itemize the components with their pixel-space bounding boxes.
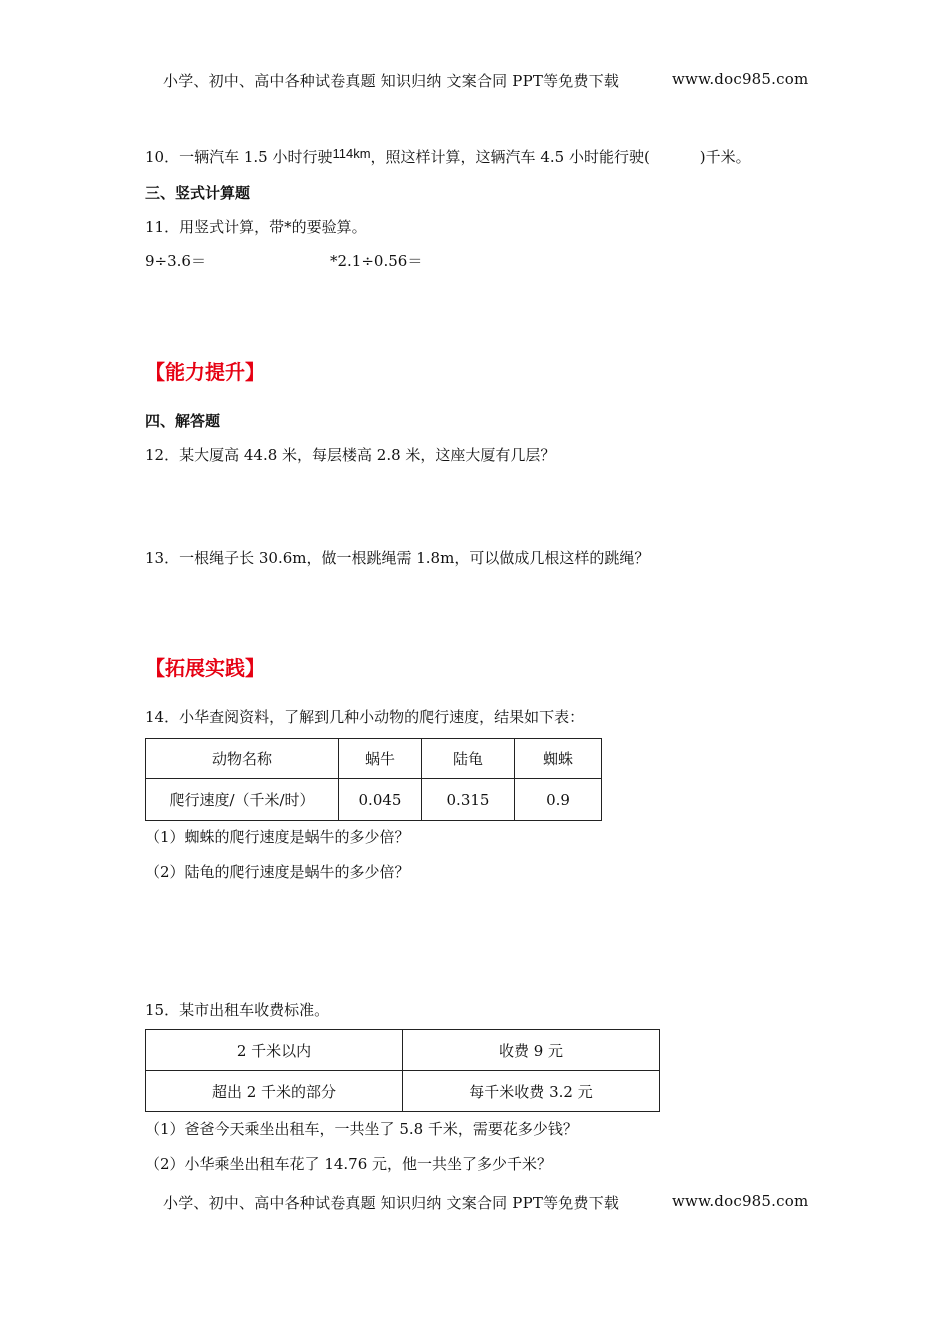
table-cell: 每千米收费 3.2 元 bbox=[403, 1071, 660, 1112]
table-header-cell: 蜘蛛 bbox=[515, 739, 602, 779]
section-3-title: 三、竖式计算题 bbox=[145, 184, 251, 202]
q10-part3: )千米。 bbox=[699, 148, 751, 166]
question-12: 12．某大厦高 44.8 米，每层楼高 2.8 米，这座大厦有几层？ bbox=[145, 446, 556, 464]
question-11: 11．用竖式计算，带*的要验算。 bbox=[145, 218, 367, 236]
q10-unit: 114km bbox=[332, 146, 371, 161]
taxi-fare-table bbox=[145, 1029, 660, 1112]
q10-part1: 10．一辆汽车 1.5 小时行驶 bbox=[145, 148, 333, 166]
banner-ability-improvement: 【能力提升】 bbox=[145, 360, 265, 384]
speed-table bbox=[145, 738, 602, 821]
page-footer bbox=[163, 1192, 619, 1213]
section-4-title: 四、解答题 bbox=[145, 412, 221, 430]
q15-sub-1: （1）爸爸今天乘坐出租车，一共坐了 5.8 千米，需要花多少钱？ bbox=[145, 1120, 578, 1138]
footer-text: 小学、初中、高中各种试卷真题 知识归纳 文案合同 PPT等免费下载 bbox=[163, 1194, 620, 1212]
banner-extended-practice: 【拓展实践】 bbox=[145, 656, 265, 680]
question-15: 15．某市出租车收费标准。 bbox=[145, 1001, 330, 1019]
header-text: 小学、初中、高中各种试卷真题 知识归纳 文案合同 PPT等免费下载 bbox=[163, 72, 620, 90]
question-14: 14．小华查阅资料，了解到几种小动物的爬行速度，结果如下表： bbox=[145, 708, 585, 726]
table-cell: 0.9 bbox=[515, 779, 602, 821]
table-row bbox=[146, 1030, 660, 1071]
table-header-cell: 动物名称 bbox=[146, 739, 339, 779]
table-cell: 爬行速度/（千米/时） bbox=[146, 779, 339, 821]
footer-url[interactable]: www.doc985.com bbox=[672, 1192, 809, 1210]
question-13: 13．一根绳子长 30.6m，做一根跳绳需 1.8m，可以做成几根这样的跳绳？ bbox=[145, 549, 650, 567]
q10-part2: ，照这样计算，这辆汽车 4.5 小时能行驶( bbox=[370, 148, 650, 166]
table-row bbox=[146, 779, 602, 821]
header-url[interactable]: www.doc985.com bbox=[672, 70, 809, 88]
q11-expr-2: *2.1÷0.56＝ bbox=[330, 252, 423, 270]
q14-sub-1: （1）蜘蛛的爬行速度是蜗牛的多少倍？ bbox=[145, 828, 410, 846]
table-cell: 0.045 bbox=[339, 779, 422, 821]
q14-sub-2: （2）陆龟的爬行速度是蜗牛的多少倍？ bbox=[145, 863, 410, 881]
table-header-cell: 陆龟 bbox=[422, 739, 515, 779]
table-cell: 0.315 bbox=[422, 779, 515, 821]
table-cell: 收费 9 元 bbox=[403, 1030, 660, 1071]
q15-sub-2: （2）小华乘坐出租车花了 14.76 元，他一共坐了多少千米？ bbox=[145, 1155, 553, 1173]
table-header-cell: 蜗牛 bbox=[339, 739, 422, 779]
table-row bbox=[146, 739, 602, 779]
q11-expr-1: 9÷3.6＝ bbox=[145, 252, 206, 270]
table-cell: 2 千米以内 bbox=[146, 1030, 403, 1071]
table-row bbox=[146, 1071, 660, 1112]
question-10 bbox=[145, 146, 751, 167]
table-cell: 超出 2 千米的部分 bbox=[146, 1071, 403, 1112]
page-header bbox=[163, 70, 619, 91]
